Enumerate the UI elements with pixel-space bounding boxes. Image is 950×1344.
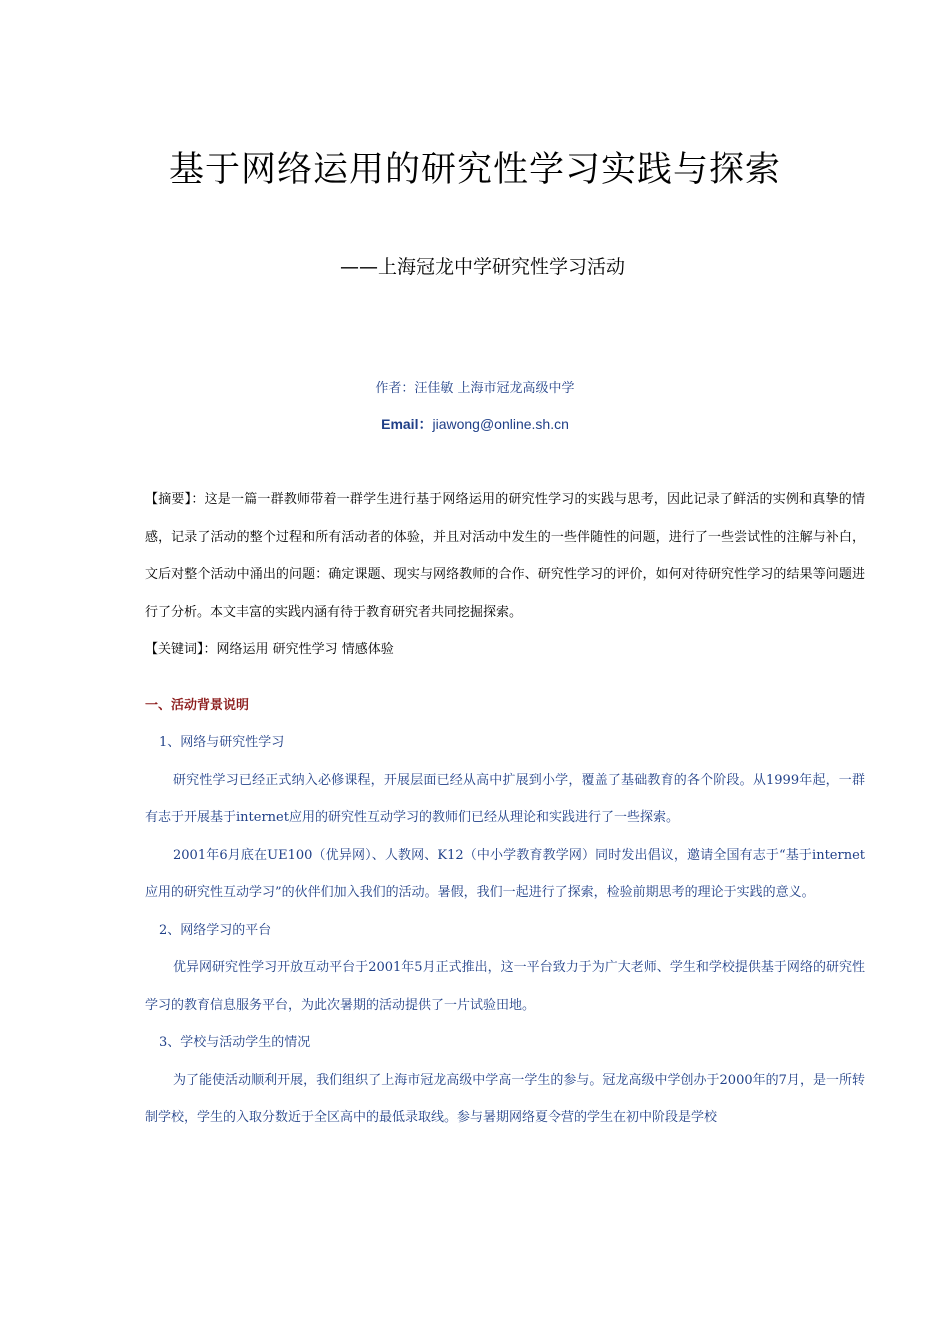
email-address: jiawong@online.sh.cn (432, 416, 569, 432)
keywords-line: 【关键词】：网络运用 研究性学习 情感体验 (145, 642, 394, 657)
subsection-heading: 1、网络与研究性学习 (159, 735, 285, 750)
body-paragraph: 研究性学习已经正式纳入必修课程，开展层面已经从高中扩展到小学，覆盖了基础教育的各个阶段。从1999年起，一群有志于开展基于internet应用的研究性互动学习的教师们已经从理论和实践进行了一些探索。 (145, 772, 865, 825)
email-label: Email： (381, 416, 433, 432)
email-line (0, 414, 950, 434)
body-paragraph: 为了能使活动顺利开展，我们组织了上海市冠龙高级中学高一学生的参与。冠龙高级中学创办于2000年的7月，是一所转制学校，学生的入取分数近于全区高中的最低录取线。参与暑期网络夏令营的学生在初中阶段是学校 (145, 1072, 865, 1125)
document-body (145, 481, 865, 1137)
body-paragraph: 优异网研究性学习开放互动平台于2001年5月正式推出，这一平台致力于为广大老师、学生和学校提供基于网络的研究性学习的教育信息服务平台，为此次暑期的活动提供了一片试验田地。 (145, 960, 865, 1013)
document-subtitle: ——上海冠龙中学研究性学习活动 (340, 256, 626, 278)
abstract-paragraph: 【摘要】：这是一篇一群教师带着一群学生进行基于网络运用的研究性学习的实践与思考，因此记录了鲜活的实例和真挚的情感，记录了活动的整个过程和所有活动者的体验，并且对活动中发生的一些伴随性的问题，进行了一些尝试性的注解与补白，文后对整个活动中涌出的问题：确定课题、现实与网络教师的合作、研究性学习的评价，如何对待研究性学习的结果等问题进行了分析。本文丰富的实践内涵有待于教育研究者共同挖掘探索。 (145, 492, 865, 620)
author-line: 作者：汪佳敏 上海市冠龙高级中学 (375, 381, 575, 396)
document-title: 基于网络运用的研究性学习实践与探索 (168, 150, 781, 190)
subsection-heading: 3、学校与活动学生的情况 (159, 1035, 311, 1050)
body-paragraph: 2001年6月底在UE100（优异网）、人教网、K12（中小学教育教学网）同时发出倡议，邀请全国有志于“基于internet应用的研究性互动学习”的伙伴们加入我们的活动。暑假，我们一起进行了探索，检验前期思考的理论于实践的意义。 (145, 847, 865, 900)
section-heading: 一、活动背景说明 (145, 697, 250, 713)
subsection-heading: 2、网络学习的平台 (159, 922, 272, 938)
